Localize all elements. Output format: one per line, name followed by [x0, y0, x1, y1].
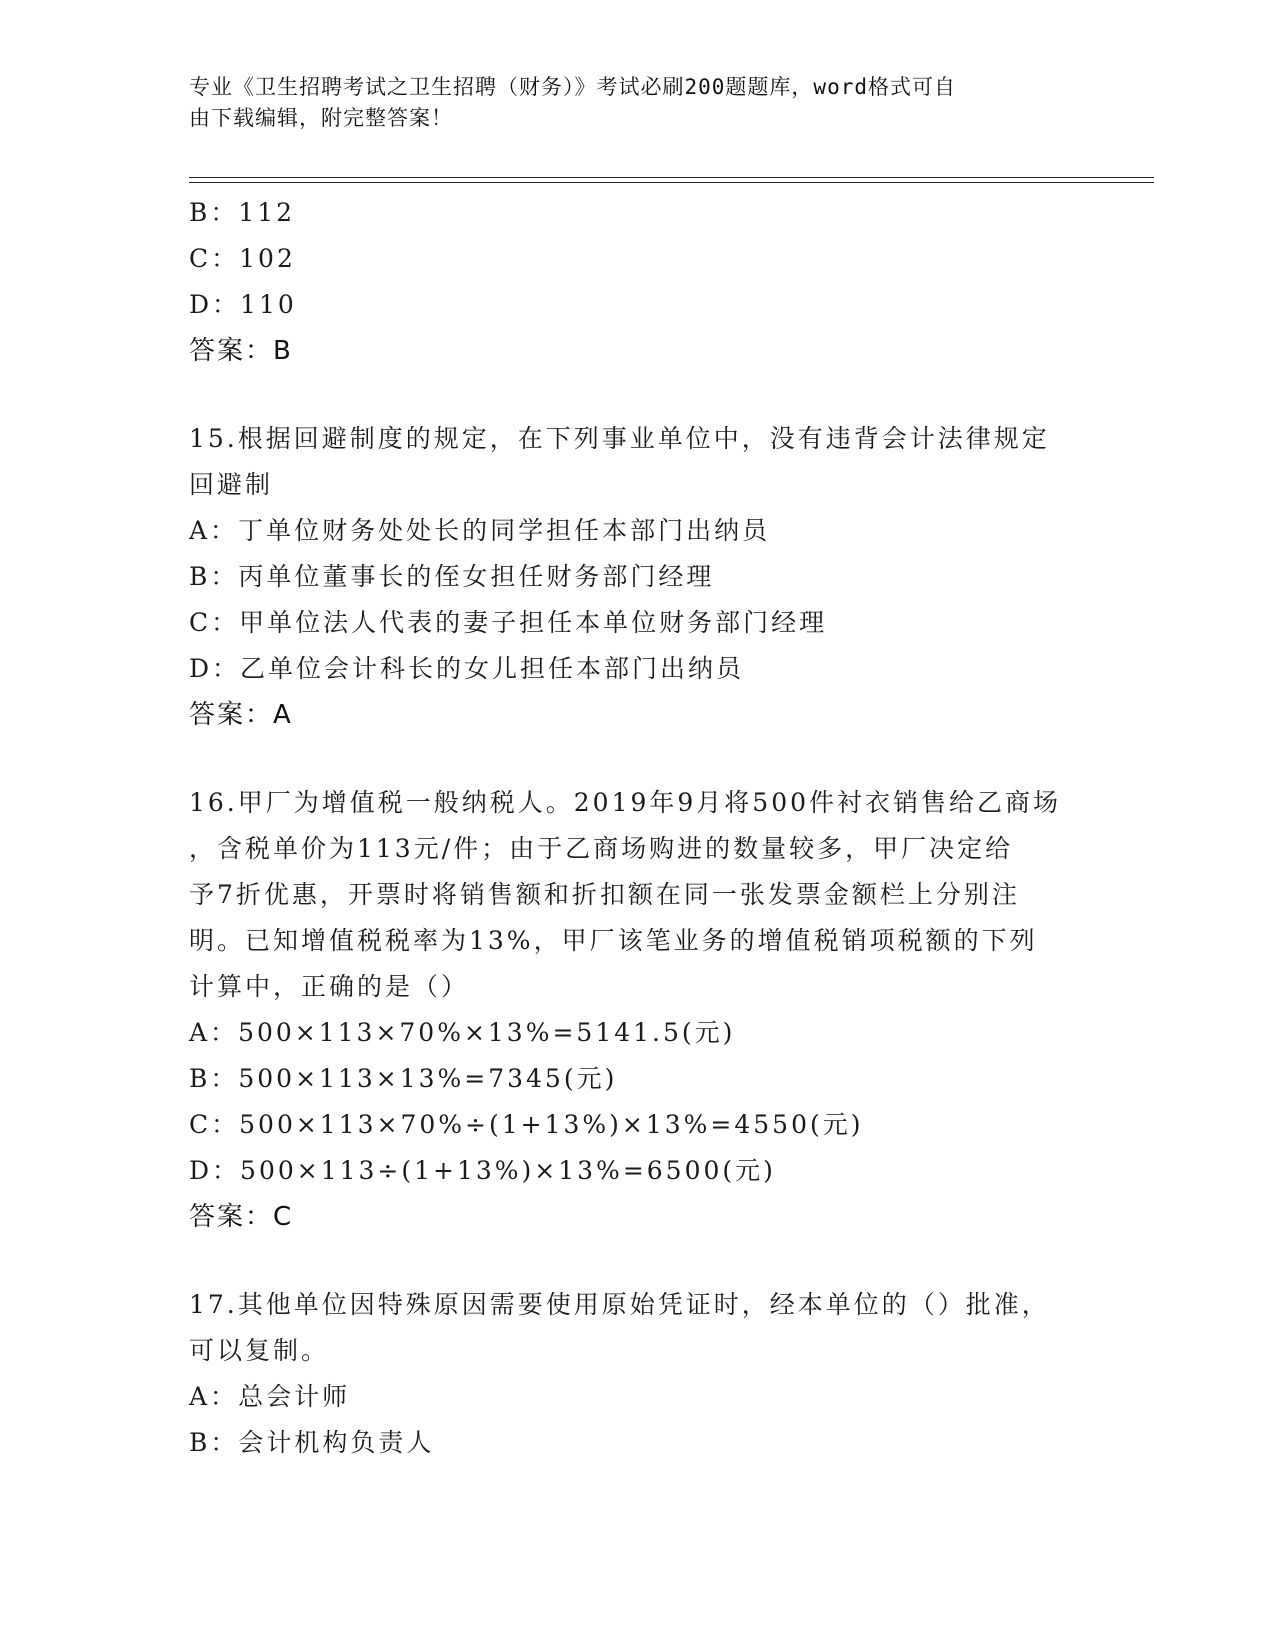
option-text: 甲单位法人代表的妻子担任本单位财务部门经理	[239, 608, 828, 637]
document-body	[189, 190, 1079, 1466]
spacer	[189, 1240, 1079, 1282]
spacer	[189, 738, 1079, 780]
option-label: B：	[189, 1064, 239, 1093]
option-d	[189, 1148, 1079, 1194]
spacer	[189, 374, 1079, 416]
answer-line: 答案：A	[189, 700, 293, 730]
option-text: 102	[239, 244, 296, 273]
option-a	[189, 1010, 1079, 1056]
option-label: C：	[189, 1110, 240, 1139]
option-c	[189, 236, 1079, 282]
header-rule-bottom	[189, 182, 1154, 183]
question-15	[189, 416, 1079, 738]
option-text: 会计机构负责人	[238, 1428, 435, 1457]
option-text: 总会计师	[238, 1382, 351, 1411]
option-label: A：	[189, 1018, 239, 1047]
option-label: D：	[189, 1156, 241, 1185]
answer-line: 答案：B	[189, 336, 293, 366]
option-text: 丁单位财务处处长的同学担任本部门出纳员	[238, 516, 771, 545]
option-a	[189, 1374, 1079, 1420]
option-label: B：	[189, 1428, 239, 1457]
option-b	[189, 1420, 1079, 1466]
question-text-line: 明。已知增值税税率为13%，甲厂该笔业务的增值税销项税额的下列	[189, 926, 1038, 955]
header-rule-top	[189, 177, 1154, 178]
question-text-line: 回避制	[189, 470, 274, 499]
document-header	[189, 72, 1069, 134]
question-text-line: 可以复制。	[189, 1336, 330, 1365]
option-c	[189, 1102, 1079, 1148]
option-b	[189, 554, 1079, 600]
option-text: 500×113×13%=7345(元)	[238, 1064, 618, 1093]
option-d	[189, 646, 1079, 692]
question-text-line: ，含税单价为113元/件；由于乙商场购进的数量较多，甲厂决定给	[189, 834, 1014, 863]
question-14-continued	[189, 190, 1079, 374]
option-label: A：	[189, 1382, 239, 1411]
option-label: A：	[189, 516, 239, 545]
option-label: C：	[189, 608, 240, 637]
question-text-line: 16.甲厂为增值税一般纳税人。2019年9月将500件衬衣销售给乙商场	[189, 788, 1062, 817]
option-b	[189, 1056, 1079, 1102]
option-text: 110	[240, 290, 297, 319]
option-d	[189, 282, 1079, 328]
option-text: 丙单位董事长的侄女担任财务部门经理	[238, 562, 715, 591]
answer-line: 答案：C	[189, 1202, 294, 1232]
option-text: 500×113÷(1+13%)×13%=6500(元)	[240, 1156, 776, 1185]
option-a	[189, 508, 1079, 554]
question-17	[189, 1282, 1079, 1466]
option-text: 500×113×70%÷(1+13%)×13%=4550(元)	[239, 1110, 864, 1139]
option-text: 112	[238, 198, 296, 227]
question-text-line: 计算中，正确的是（）	[189, 972, 470, 1001]
option-label: B：	[189, 198, 239, 227]
option-text: 500×113×70%×13%=5141.5(元)	[238, 1018, 736, 1047]
option-label: C：	[189, 244, 240, 273]
question-text-line: 17.其他单位因特殊原因需要使用原始凭证时，经本单位的（）批准，	[189, 1290, 1050, 1319]
option-text: 乙单位会计科长的女儿担任本部门出纳员	[240, 654, 745, 683]
option-b	[189, 190, 1079, 236]
header-line-2: 由下载编辑，附完整答案！	[189, 106, 453, 130]
question-text-line: 予7折优惠，开票时将销售额和折扣额在同一张发票金额栏上分别注	[189, 880, 1020, 909]
option-label: B：	[189, 562, 239, 591]
header-line-1: 专业《卫生招聘考试之卫生招聘（财务）》考试必刷200题题库，word格式可自	[189, 75, 956, 99]
question-text-line: 15.根据回避制度的规定，在下列事业单位中，没有违背会计法律规定	[189, 424, 1050, 453]
option-label: D：	[189, 290, 241, 319]
option-label: D：	[189, 654, 241, 683]
question-16	[189, 780, 1079, 1240]
option-c	[189, 600, 1079, 646]
